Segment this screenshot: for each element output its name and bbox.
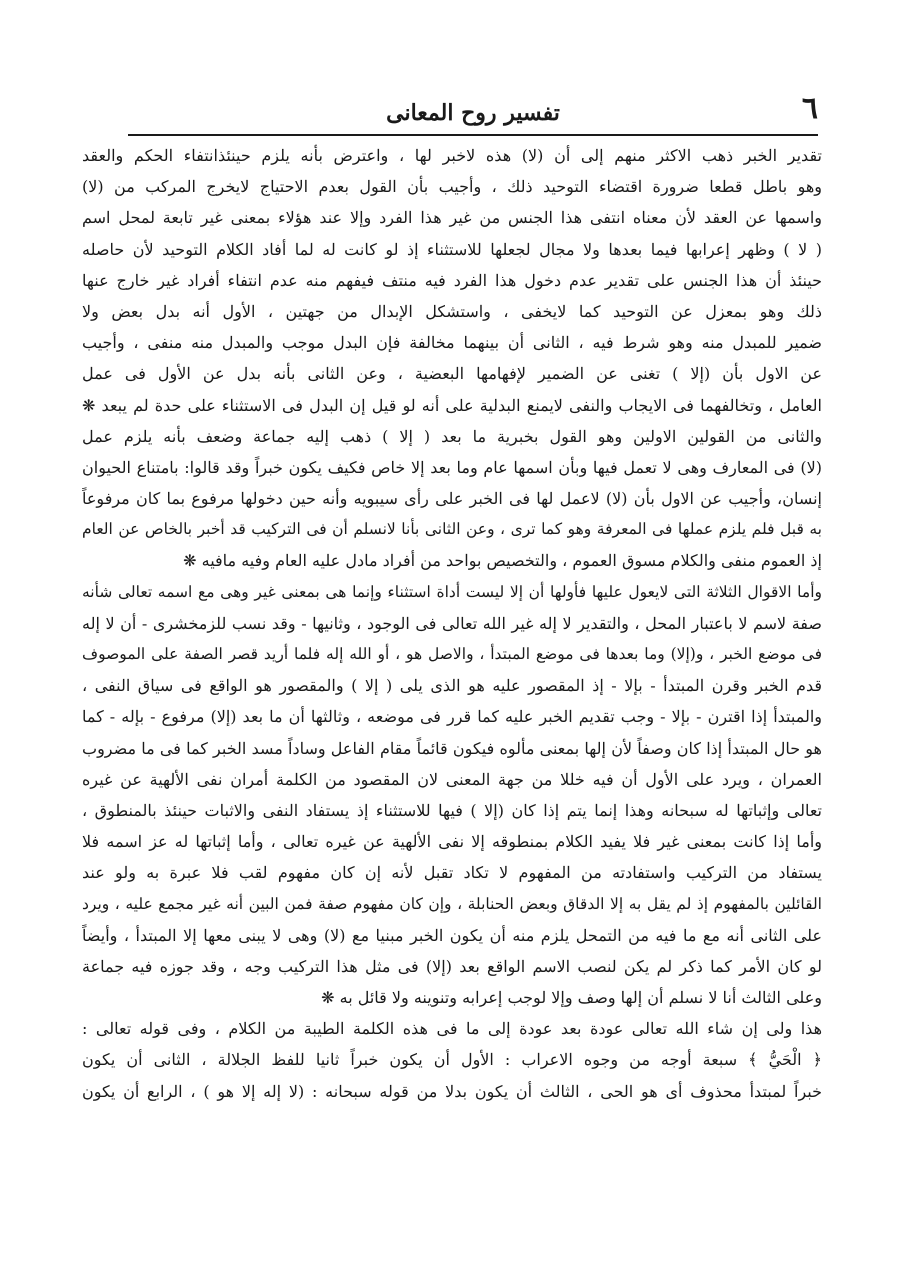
text-line: على الثانى أنه مع ما فيه من التمحل يلزم منه أن يكون الخبر مبنيا مع (لا) وهى لا يبنى معها إلا المبتدأ ، وأيضاً (82, 925, 822, 945)
text-line: فى موضع الخبر ، و(إلا) وما بعدها فى موضع المبتدأ ، والاصل هو ، أو الله إله فلما أريد قصر الصفة على الموصوف (82, 645, 822, 663)
text-line: عن الاول بأن (إلا ) تغنى عن الضمير لإفهامها البعضية ، وعن الثانى بأنه بدل عن الأول فى عمل (82, 364, 822, 384)
page-number: ٦ (801, 91, 818, 126)
text-line: وأما الاقوال الثلاثة التى لايعول عليها فأولها أن إلا ليست أداة استثناء وإنما هى بمعنى غير وهى مع اسمه تعالى شأنه (82, 582, 822, 601)
text-line: تعالى وإثباتها له سبحانه وهذا إنما يتم إذا كان (إلا ) فيها للاستثناء إذ يستفاد النفى والاثبات حينئذ بالمنطوق ، (82, 800, 822, 820)
text-line: لو كان الأمر كما ذكر لم يكن لنصب الاسم الواقع بعد (إلا) فى مثل هذا التركيب وجه ، وقد جوزه فيه جماعة (82, 956, 822, 976)
text-line: وهو باطل قطعا ضرورة اقتضاء التوحيد ذلك ، وأجيب بأن القول بعدم الاحتياج لايخرج المركب من (لا) (82, 177, 822, 197)
text-line: (لا) فى المعارف وهى لا تعمل فيها وبأن اسمها عام وما بعد إلا خاص فكيف يكون خبراً وقد قالوا: بامتناع الحيوان (82, 457, 822, 477)
text-line: خبراً لمبتدأ محذوف أى هو الحى ، الثالث أن يكون بدلا من قوله سبحانه : (لا إله إلا هو ) ، الرابع أن يكون (82, 1081, 822, 1101)
text-line: ضمير للمبدل منه وهو شرط فيه ، الثانى أن بينهما مخالفة فإن البدل موجب والمبدل منه منفى ، وأجيب (82, 333, 822, 353)
text-line: به قبل فلم يلزم عملها فى المعرفة وهو كما ترى ، وعن الثانى بأنا لانسلم أن فى التركيب قد أخبر بالخاص عن العام (82, 520, 822, 539)
text-line: ( لا ) وظهر إعرابها فيما بعدها ولا مجال لجعلها للاستثناء إذ لو كانت له لما أفاد الكلام التوحيد لأن حاصله (82, 239, 822, 259)
text-line: وعلى الثالث أنا لا نسلم أن إلها وصف وإلا لوجب إعرابه وتنوينه ولا قائل به ❋ (321, 988, 822, 1008)
running-title: تفسير روح المعانى (386, 100, 560, 126)
text-line: ﴿ الْحَيُّ ﴾ سبعة أوجه من وجوه الاعراب : الأول أن يكون خبراً ثانيا للفظ الجلالة ، الثانى أن يكون (82, 1050, 822, 1070)
text-line: إذ العموم منفى والكلام مسوق العموم ، والتخصيص بواحد من أفراد مادل عليه العام وفيه مافيه ❋ (183, 551, 822, 571)
text-line: صفة لاسم لا باعتبار المحل ، والتقدير لا إله غير الله تعالى فى الوجود ، وثانيها - وقد نسب للزمخشرى - أن لا إله (82, 613, 822, 633)
text-line: تقدير الخبر ذهب الاكثر منهم إلى أن (لا) هذه لاخبر لها ، واعترض بأنه يلزم حينئذانتفاء الحكم والعقد (82, 146, 822, 165)
text-line: وأما إذا كانت بمعنى غير فلا يفيد الكلام بمنطوقه إلا نفى الألهية عن غيره تعالى ، وأما إثباتها له عز اسمه فلا (82, 832, 822, 852)
text-line: هو حال المبتدأ إذا كان وصفاً لأن إلها بمعنى مألوه فيكون قائماً مقام الفاعل وساداً مسد الخبر كما فى ما مضروب (82, 738, 822, 758)
text-line: هذا ولى إن شاء الله تعالى عودة بعد عودة إلى ما فى هذه الكلمة الطيبة من الكلام ، وفى قوله تعالى : (82, 1019, 822, 1039)
text-line: ذلك وهو بمعزل عن التوحيد كما لايخفى ، واستشكل الإبدال من جهتين ، الأول أنه بدل بعض ولا (82, 301, 822, 321)
page-header (128, 91, 818, 130)
text-line: واسمها عن العقد لأن معناه انتفى هذا الجنس من غير هذا الفرد وإلا عند هؤلاء بمعنى غير تابعة لمحل اسم (82, 208, 822, 228)
text-line: العمران ، ويرد على الأول أن فيه خللا من جهة المعنى لان المقصود من الكلمة أمران نفى الألهية عن غيره (82, 769, 822, 789)
text-line: والمبتدأ إذا اقترن - بإلا - وجب تقديم الخبر عليه كما قرر فى موضعه ، وثالثها أن ما بعد (إلا) مرفوع - بإله - كما (82, 707, 822, 727)
body-text (82, 140, 822, 1107)
text-line: العامل ، وتخالفهما فى الايجاب والنفى لايمنع البدلية على أنه لو قيل إن البدل فى الاستثناء على حدة لم يبعد ❋ (82, 395, 822, 415)
text-line: حينئذ أن هذا الجنس على تقدير عدم دخول هذا الفرد فيه منتف فيفهم منه عدم انتفاء أفراد غير خارج عنها (82, 270, 822, 290)
text-line: يستفاد من التركيب واستفادته من المفهوم لا تكاد تقبل لأنه إن كان مفهوم لقب فلا عبرة به ولو عند (82, 863, 822, 883)
text-line: إنسان، وأجيب عن الاول بأن (لا) لاعمل لها فى الخبر على رأى سيبويه وأنه حين دخولها مرفوع بما كان مرفوعاً (82, 489, 822, 509)
text-line: والثانى من القولين الاولين وهو القول بخبرية ما بعد ( إلا ) ذهب إليه جماعة وضعف بأنه يلزم عمل (82, 426, 822, 446)
header-rule (128, 134, 818, 136)
text-line: القائلين بالمفهوم إذ لم يقل به إلا الدقاق وبعض الحنابلة ، وإن كان مفهوم صفة فمن البين أنه غير مجمع عليه ، ويرد (82, 894, 822, 913)
text-line: قدم الخبر وقرن المبتدأ - بإلا - إذ المقصور عليه هو الذى يلى ( إلا ) والمقصور هو الواقع فى سياق النفى ، (82, 676, 822, 696)
